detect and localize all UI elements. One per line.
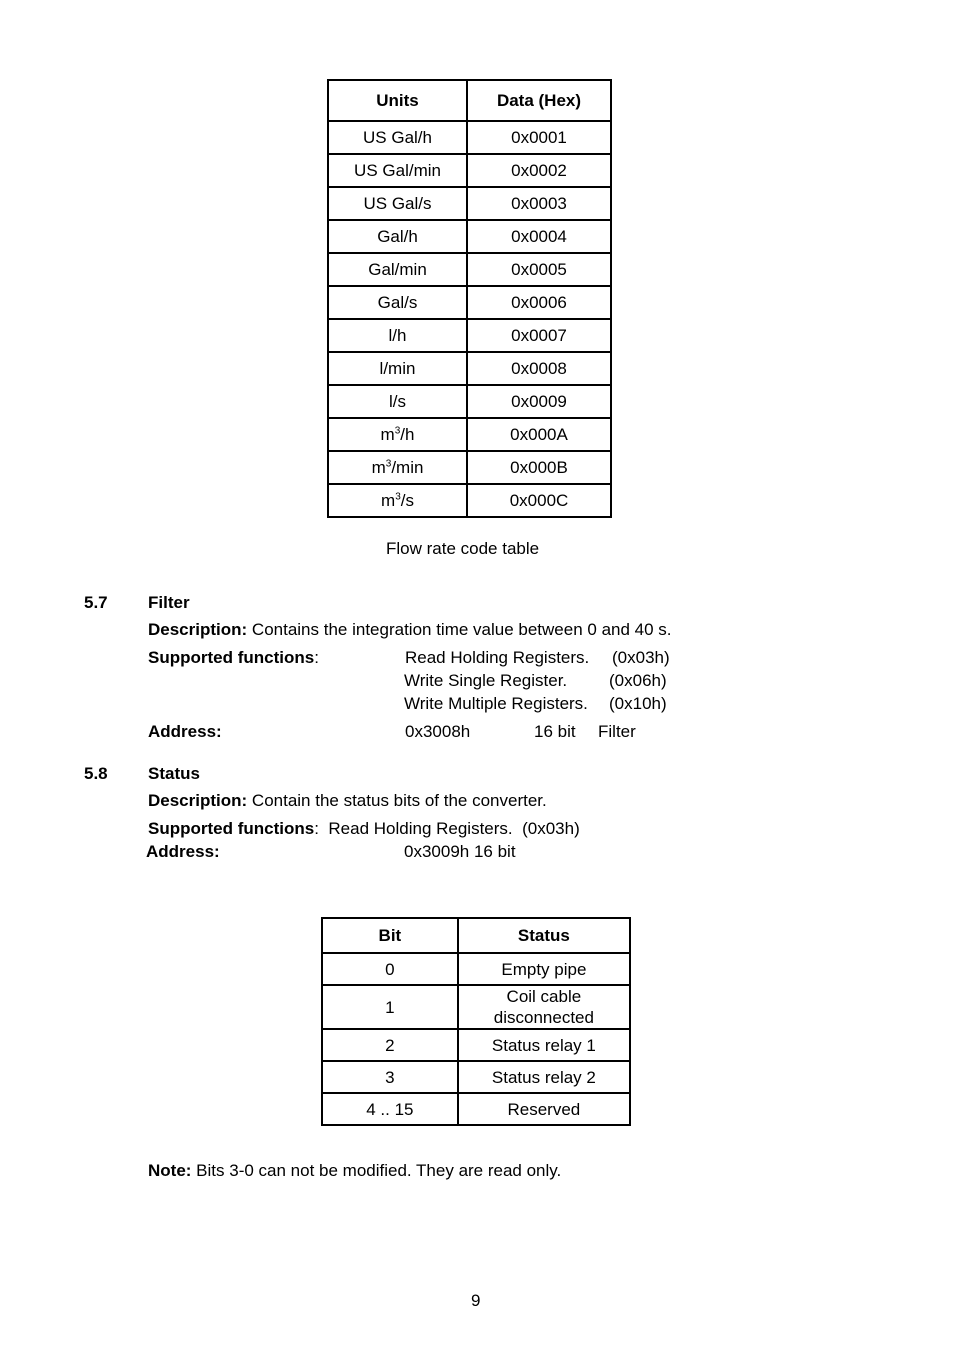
code-cell: 0x0001 xyxy=(467,121,611,154)
function-name: Write Multiple Registers. xyxy=(404,694,588,713)
code-cell: 0x0007 xyxy=(467,319,611,352)
note xyxy=(148,1161,561,1181)
unit-cell: US Gal/s xyxy=(328,187,467,220)
unit-cell: US Gal/h xyxy=(328,121,467,154)
bit-cell: 0 xyxy=(322,953,458,985)
description-label: Description: xyxy=(148,791,248,810)
unit-cell: Gal/h xyxy=(328,220,467,253)
unit-tail: /s xyxy=(400,490,414,510)
unit-base: m xyxy=(381,490,396,510)
table-row xyxy=(328,451,611,484)
unit-cell: US Gal/min xyxy=(328,154,467,187)
address-name: Filter xyxy=(598,722,636,741)
supported-functions-label: Supported functions xyxy=(148,819,315,838)
table-row xyxy=(328,253,611,286)
address-value: 0x3009h 16 bit xyxy=(404,842,516,861)
note-label: Note: xyxy=(148,1161,192,1180)
unit-cell: l/h xyxy=(328,319,467,352)
table-header-row xyxy=(328,80,611,121)
status-cell xyxy=(458,985,630,1029)
function-code: (0x10h) xyxy=(609,694,667,713)
unit-tail: /min xyxy=(391,457,424,477)
code-cell: 0x000B xyxy=(467,451,611,484)
filter-description xyxy=(148,620,672,640)
status-functions xyxy=(148,819,580,839)
bit-cell: 3 xyxy=(322,1061,458,1093)
table-row xyxy=(328,220,611,253)
colon: : xyxy=(314,648,319,667)
section-number-5-7: 5.7 xyxy=(84,593,108,612)
filter-functions-label xyxy=(148,648,319,668)
table-row xyxy=(328,286,611,319)
code-cell: 0x0005 xyxy=(467,253,611,286)
function-code: (0x03h) xyxy=(612,648,670,667)
code-cell: 0x0003 xyxy=(467,187,611,220)
table-row xyxy=(328,385,611,418)
column-header-status: Status xyxy=(458,918,630,953)
table-row xyxy=(322,985,630,1029)
bit-cell: 2 xyxy=(322,1029,458,1061)
address-bits: 16 bit xyxy=(534,722,576,741)
code-cell: 0x0004 xyxy=(467,220,611,253)
bit-cell: 4 .. 15 xyxy=(322,1093,458,1125)
section-number-5-8: 5.8 xyxy=(84,764,108,783)
supported-functions-text: : Read Holding Registers. (0x03h) xyxy=(314,819,580,838)
column-header-data-hex: Data (Hex) xyxy=(467,80,611,121)
unit-base: m xyxy=(371,457,386,477)
unit-exponent: 3 xyxy=(395,490,401,502)
unit-cell: Gal/s xyxy=(328,286,467,319)
status-cell: Status relay 1 xyxy=(458,1029,630,1061)
status-description xyxy=(148,791,547,811)
status-line-1: Coil cable xyxy=(506,987,582,1006)
unit-cell xyxy=(328,418,467,451)
function-code: (0x06h) xyxy=(609,671,667,690)
unit-cell: l/min xyxy=(328,352,467,385)
status-cell: Status relay 2 xyxy=(458,1061,630,1093)
column-header-units: Units xyxy=(328,80,467,121)
address-value: 0x3008h xyxy=(405,722,471,741)
page-number: 9 xyxy=(471,1291,481,1310)
status-cell: Reserved xyxy=(458,1093,630,1125)
note-text: Bits 3-0 can not be modified. They are read only. xyxy=(191,1161,562,1180)
code-cell: 0x0008 xyxy=(467,352,611,385)
table-row xyxy=(328,121,611,154)
unit-cell xyxy=(328,451,467,484)
code-cell: 0x0009 xyxy=(467,385,611,418)
table-caption: Flow rate code table xyxy=(386,539,540,558)
code-cell: 0x000A xyxy=(467,418,611,451)
table-row xyxy=(328,418,611,451)
unit-tail: /h xyxy=(400,424,415,444)
table-row xyxy=(322,1029,630,1061)
unit-cell xyxy=(328,484,467,517)
address-label: Address: xyxy=(148,722,222,741)
function-name: Write Single Register. xyxy=(404,671,568,690)
function-name: Read Holding Registers. xyxy=(405,648,590,667)
flow-rate-code-table xyxy=(327,79,612,518)
address-label: Address: xyxy=(146,842,220,861)
table-row xyxy=(328,352,611,385)
table-row xyxy=(322,1061,630,1093)
section-title-filter: Filter xyxy=(148,593,190,612)
description-text: Contain the status bits of the converter. xyxy=(247,791,547,810)
table-row xyxy=(322,953,630,985)
table-row xyxy=(328,319,611,352)
table-row xyxy=(328,484,611,517)
unit-exponent: 3 xyxy=(394,424,401,436)
section-title-status: Status xyxy=(148,764,200,783)
bit-cell: 1 xyxy=(322,985,458,1029)
unit-exponent: 3 xyxy=(385,457,392,469)
table-header-row xyxy=(322,918,630,953)
status-cell: Empty pipe xyxy=(458,953,630,985)
code-cell: 0x000C xyxy=(467,484,611,517)
code-cell: 0x0006 xyxy=(467,286,611,319)
status-bits-table xyxy=(321,917,631,1126)
description-label: Description: xyxy=(148,620,248,639)
table-row xyxy=(328,154,611,187)
table-row xyxy=(322,1093,630,1125)
status-line-2: disconnected xyxy=(493,1008,594,1027)
description-text: Contains the integration time value between 0 and 40 s. xyxy=(247,620,672,639)
supported-functions-label: Supported functions xyxy=(148,648,315,667)
unit-base: m xyxy=(380,424,395,444)
unit-cell: l/s xyxy=(328,385,467,418)
table-row xyxy=(328,187,611,220)
code-cell: 0x0002 xyxy=(467,154,611,187)
column-header-bit: Bit xyxy=(322,918,458,953)
unit-cell: Gal/min xyxy=(328,253,467,286)
